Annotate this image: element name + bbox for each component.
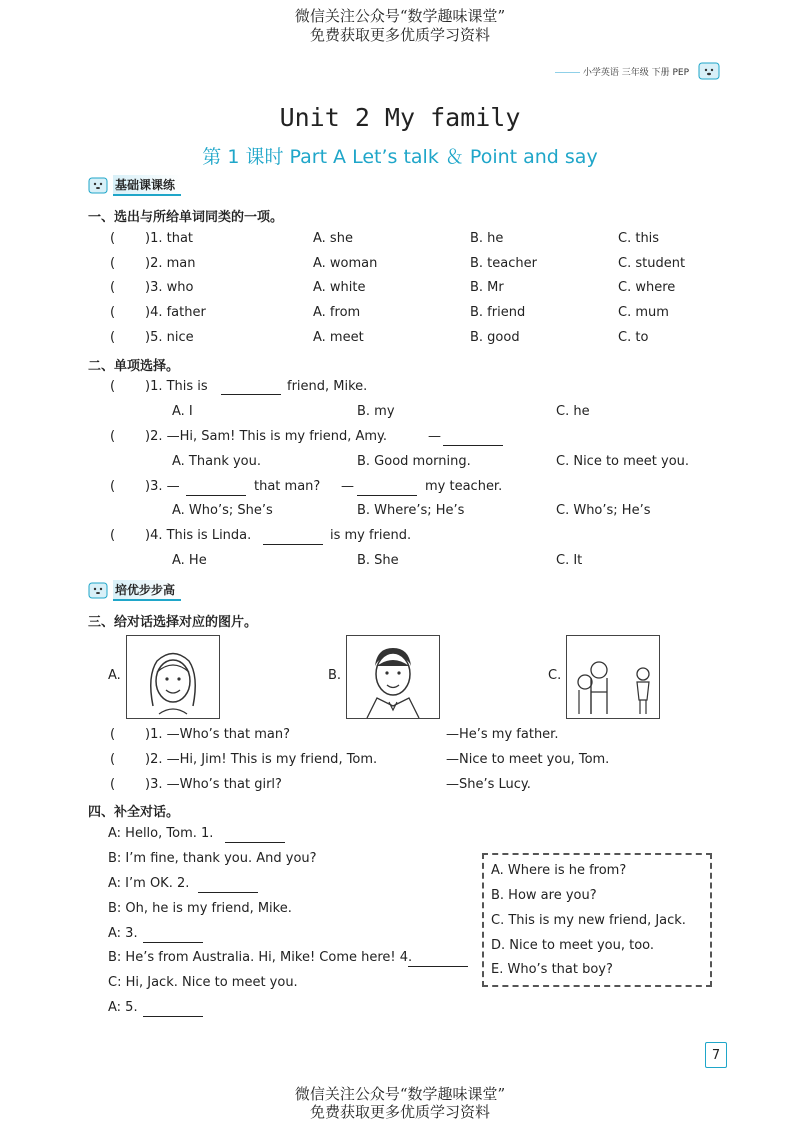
option-a: A. white xyxy=(313,280,366,295)
dialogue-line: A: I’m OK. 2. xyxy=(108,876,190,891)
q3-right: —She’s Lucy. xyxy=(446,777,531,792)
option-a: A. Who’s; She’s xyxy=(172,503,273,518)
option-b: B. Mr xyxy=(470,280,504,295)
q1-word: )5. nice xyxy=(145,330,194,345)
q2-stem-part: my teacher. xyxy=(425,479,503,494)
answer-paren[interactable]: ( xyxy=(110,256,116,271)
option-b: B. friend xyxy=(470,305,526,320)
option-a: A. He xyxy=(172,553,207,568)
option-c: C. mum xyxy=(618,305,669,320)
section-badge-basic xyxy=(88,175,181,195)
watermark-line1: 微信关注公众号“数学趣味课堂” xyxy=(294,7,506,25)
fill-blank[interactable] xyxy=(143,930,203,943)
q3-right: —He’s my father. xyxy=(446,727,559,742)
option-b: B. Good morning. xyxy=(357,454,471,469)
q1-word: )1. that xyxy=(145,231,194,246)
q2-stem-part: )1. This is xyxy=(145,379,208,394)
answer-paren[interactable]: ( xyxy=(110,379,116,394)
bear-icon xyxy=(88,176,108,194)
q2-stem-part: is my friend. xyxy=(330,528,412,543)
girl-illustration xyxy=(127,636,219,718)
q1-word: )2. man xyxy=(145,256,196,271)
pic-label-b: B. xyxy=(328,668,342,683)
option-c: C. where xyxy=(618,280,676,295)
dialogue-line: C: Hi, Jack. Nice to meet you. xyxy=(108,975,298,990)
fill-blank[interactable] xyxy=(221,382,281,395)
q2-stem-part: )3. — xyxy=(145,479,180,494)
dialogue-line: B: He’s from Australia. Hi, Mike! Come here! 4. xyxy=(108,950,413,965)
fill-blank[interactable] xyxy=(143,1004,203,1017)
page-title: Unit 2 My family xyxy=(279,103,521,132)
section-badge-advanced xyxy=(88,580,181,600)
q3-left: )3. —Who’s that girl? xyxy=(145,777,282,792)
option-c: C. student xyxy=(618,256,686,271)
option-b: B. teacher xyxy=(470,256,537,271)
picture-girl[interactable] xyxy=(126,635,220,719)
option-b: B. my xyxy=(357,404,395,419)
q2-heading: 二、单项选择。 xyxy=(88,359,180,374)
option-a: A. from xyxy=(313,305,361,320)
option-item: C. This is my new friend, Jack. xyxy=(491,913,686,928)
header-tag-text: 小学英语 三年级 下册 PEP xyxy=(580,65,692,78)
man-illustration xyxy=(347,636,439,718)
watermark-line2: 免费获取更多优质学习资料 xyxy=(309,26,490,44)
q3-left: )1. —Who’s that man? xyxy=(145,727,290,742)
q4-heading: 四、补全对话。 xyxy=(88,805,180,820)
option-b: B. She xyxy=(357,553,399,568)
option-b: B. Where’s; He’s xyxy=(357,503,465,518)
watermark-line2: 免费获取更多优质学习资料 xyxy=(309,1103,490,1121)
fill-blank[interactable] xyxy=(225,830,285,843)
dialogue-line: A: Hello, Tom. 1. xyxy=(108,826,214,841)
q2-stem-part: )4. This is Linda. xyxy=(145,528,252,543)
pic-label-a: A. xyxy=(108,668,121,683)
answer-paren[interactable]: ( xyxy=(110,727,116,742)
option-a: A. she xyxy=(313,231,353,246)
picture-man[interactable] xyxy=(346,635,440,719)
q1-word: )4. father xyxy=(145,305,206,320)
option-a: A. meet xyxy=(313,330,364,345)
option-c: C. this xyxy=(618,231,660,246)
answer-paren[interactable]: ( xyxy=(110,280,116,295)
option-a: A. I xyxy=(172,404,193,419)
q1-word: )3. who xyxy=(145,280,194,295)
fill-blank[interactable] xyxy=(186,483,246,496)
q1-heading: 一、选出与所给单词同类的一项。 xyxy=(88,210,284,225)
option-b: B. good xyxy=(470,330,520,345)
answer-paren[interactable]: ( xyxy=(110,777,116,792)
answer-paren[interactable]: ( xyxy=(110,305,116,320)
option-item: E. Who’s that boy? xyxy=(491,962,613,977)
dialogue-line: B: Oh, he is my friend, Mike. xyxy=(108,901,292,916)
option-c: C. to xyxy=(618,330,649,345)
option-c: C. Nice to meet you. xyxy=(556,454,690,469)
option-item: B. How are you? xyxy=(491,888,597,903)
q2-stem-part: )2. —Hi, Sam! This is my friend, Amy. xyxy=(145,429,388,444)
q3-right: —Nice to meet you, Tom. xyxy=(446,752,610,767)
dialogue-line: A: 3. xyxy=(108,926,138,941)
q2-stem-part: — xyxy=(341,479,354,494)
answer-paren[interactable]: ( xyxy=(110,429,116,444)
q3-left: )2. —Hi, Jim! This is my friend, Tom. xyxy=(145,752,378,767)
fill-blank[interactable] xyxy=(357,483,417,496)
fill-blank[interactable] xyxy=(408,954,468,967)
watermark-line1: 微信关注公众号“数学趣味课堂” xyxy=(294,1085,506,1103)
page-number: 7 xyxy=(705,1042,727,1068)
fill-blank[interactable] xyxy=(443,433,503,446)
option-item: A. Where is he from? xyxy=(491,863,627,878)
fill-blank[interactable] xyxy=(198,880,258,893)
option-b: B. he xyxy=(470,231,504,246)
fill-blank[interactable] xyxy=(263,532,323,545)
picture-boys[interactable] xyxy=(566,635,660,719)
answer-paren[interactable]: ( xyxy=(110,330,116,345)
answer-paren[interactable]: ( xyxy=(110,528,116,543)
option-c: C. Who’s; He’s xyxy=(556,503,651,518)
option-c: C. It xyxy=(556,553,583,568)
bear-icon xyxy=(88,581,108,599)
q3-heading: 三、给对话选择对应的图片。 xyxy=(88,615,258,630)
dialogue-line: A: 5. xyxy=(108,1000,138,1015)
bear-icon xyxy=(698,62,720,80)
option-a: A. woman xyxy=(313,256,378,271)
answer-paren[interactable]: ( xyxy=(110,479,116,494)
option-a: A. Thank you. xyxy=(172,454,261,469)
answer-paren[interactable]: ( xyxy=(110,752,116,767)
header-tag xyxy=(580,62,720,80)
dialogue-line: B: I’m fine, thank you. And you? xyxy=(108,851,317,866)
option-c: C. he xyxy=(556,404,590,419)
section-badge-basic-label: 基础课课练 xyxy=(113,175,181,196)
answer-paren[interactable]: ( xyxy=(110,231,116,246)
q2-stem-part: — xyxy=(428,429,441,444)
q2-stem-part: that man? xyxy=(254,479,321,494)
pic-label-c: C. xyxy=(548,668,562,683)
section-badge-advanced-label: 培优步步高 xyxy=(113,580,181,601)
boys-illustration xyxy=(567,636,659,718)
option-item: D. Nice to meet you, too. xyxy=(491,938,655,953)
q2-stem-part: friend, Mike. xyxy=(287,379,368,394)
page-subtitle: 第 1 课时 Part A Let’s talk ＆ Point and say xyxy=(202,146,598,168)
